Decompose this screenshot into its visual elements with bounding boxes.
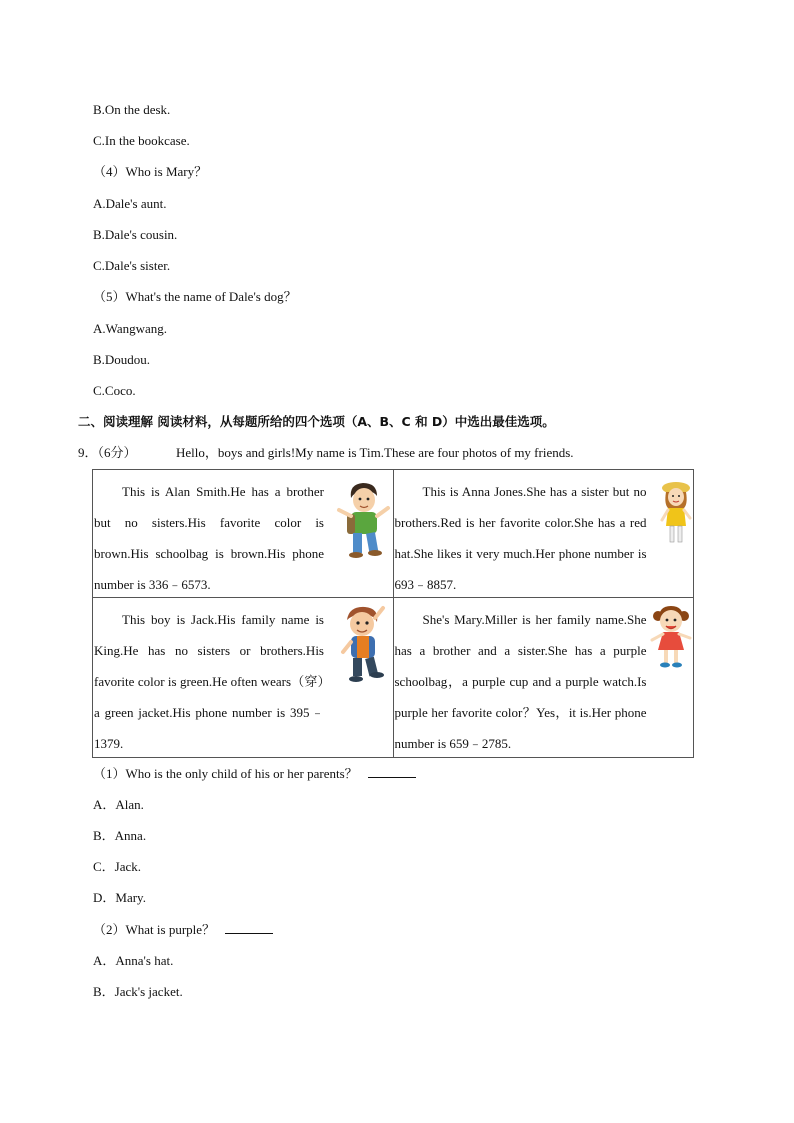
sub2-option-a: A．Anna's hat.	[93, 953, 174, 968]
cell-mary-text: She's Mary.Miller is her family name.She has a brother and a sister.She has a purple schoolbag，a purple cup and a purple watch.Is purple her favorite color？Yes，it is.Her phone number is 659﹣2785.	[394, 612, 647, 751]
passage-table	[92, 469, 694, 758]
sub2-option-b: B．Jack's jacket.	[93, 984, 183, 999]
cell-anna-text: This is Anna Jones.She has a sister but no brothers.Red is her favorite color.She has a red hat.She likes it very much.Her phone number is 693﹣8857.	[394, 484, 647, 592]
girl-smiling-icon	[648, 604, 694, 670]
boy-with-schoolbag-icon	[333, 478, 393, 560]
cell-anna	[393, 470, 694, 598]
cell-mary	[393, 598, 694, 758]
question-4: （4）Who is Mary？	[93, 164, 208, 179]
q4-option-b: B.Dale's cousin.	[93, 227, 178, 242]
cell-jack	[93, 598, 394, 758]
question-9-number: 9．（6分）	[78, 445, 137, 460]
answer-blank-1[interactable]	[368, 765, 416, 778]
option-c-prev: C.In the bookcase.	[93, 133, 190, 148]
girl-with-hat-icon	[658, 478, 694, 548]
subquestion-2-text: （2）What is purple？	[93, 922, 216, 937]
sub1-option-a: A．Alan.	[93, 797, 144, 812]
cell-jack-text: This boy is Jack.His family name is King.He has no sisters or brothers.His favorite color is green.He often wears（穿）a green jacket.His phone number is 395﹣1379.	[94, 612, 324, 751]
subquestion-2	[93, 921, 273, 938]
sub1-option-b: B．Anna.	[93, 828, 147, 843]
q4-option-c: C.Dale's sister.	[93, 258, 171, 273]
question-9-intro: Hello，boys and girls!My name is Tim.These are four photos of my friends.	[176, 445, 574, 460]
cell-alan	[93, 470, 394, 598]
sub1-option-d: D．Mary.	[93, 890, 146, 905]
section-title: 二、阅读理解 阅读材料，从每题所给的四个选项（A、B、C 和 D）中选出最佳选项。	[78, 414, 555, 429]
subquestion-1	[93, 765, 416, 782]
subquestion-1-text: （1）Who is the only child of his or her parents？	[93, 766, 358, 781]
boy-waving-icon	[337, 604, 389, 688]
cell-alan-text: This is Alan Smith.He has a brother but no sisters.His favorite color is brown.His schoolbag is brown.His phone number is 336﹣6573.	[94, 484, 324, 592]
question-5: （5）What's the name of Dale's dog？	[93, 289, 297, 304]
answer-blank-2[interactable]	[225, 921, 273, 934]
q5-option-a: A.Wangwang.	[93, 321, 168, 336]
sub1-option-c: C．Jack.	[93, 859, 142, 874]
q4-option-a: A.Dale's aunt.	[93, 196, 167, 211]
q5-option-b: B.Doudou.	[93, 352, 151, 367]
option-b-prev: B.On the desk.	[93, 102, 171, 117]
q5-option-c: C.Coco.	[93, 383, 136, 398]
